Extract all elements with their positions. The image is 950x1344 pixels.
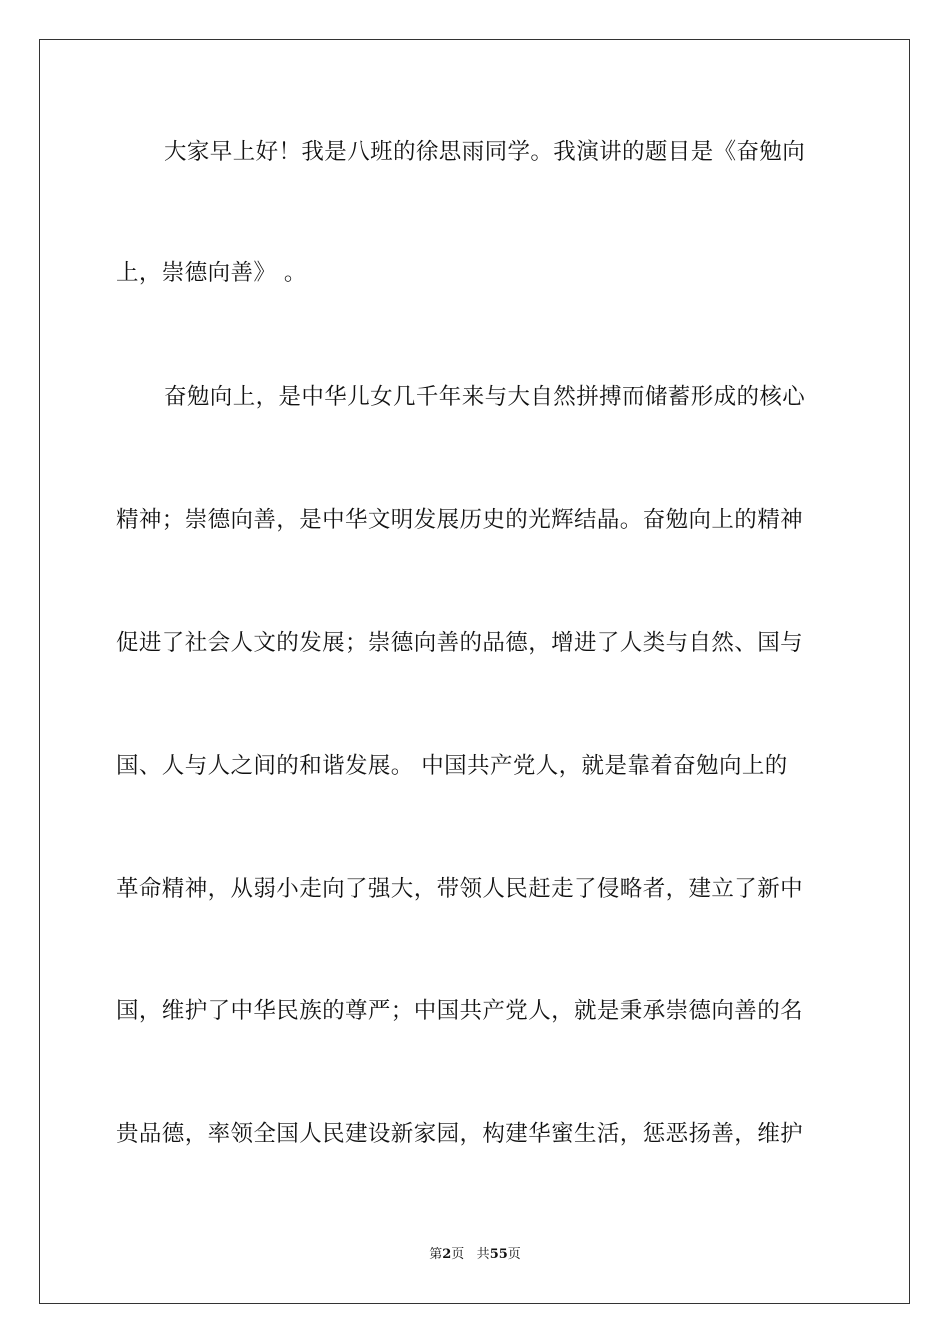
paragraph-2-line-4: 国、人与人之间的和谐发展。 中国共产党人，就是靠着奋勉向上的 (116, 753, 788, 779)
paragraph-1-line-1: 大家早上好！我是八班的徐思雨同学。我演讲的题目是《奋勉向 (164, 139, 806, 165)
footer-prefix: 第 (429, 1247, 443, 1262)
paragraph-2-line-7: 贵品德，率领全国人民建设新家园，构建华蜜生活，惩恶扬善，维护 (116, 1121, 804, 1147)
paragraph-2-line-6: 国，维护了中华民族的尊严；中国共产党人，就是秉承崇德向善的名 (116, 998, 804, 1024)
paragraph-2-line-3: 促进了社会人文的发展；崇德向善的品德，增进了人类与自然、国与 (116, 630, 804, 656)
paragraph-2-line-2: 精神；崇德向善，是中华文明发展历史的光辉结晶。奋勉向上的精神 (116, 507, 804, 533)
paragraph-2-line-1: 奋勉向上，是中华儿女几千年来与大自然拼搏而储蓄形成的核心 (164, 384, 806, 410)
paragraph-1-line-2: 上，崇德向善》 。 (116, 260, 307, 286)
footer-total-prefix: 共 (476, 1247, 490, 1262)
page-footer (0, 1246, 950, 1264)
paragraph-2-line-5: 革命精神，从弱小走向了强大，带领人民赶走了侵略者，建立了新中 (116, 876, 804, 902)
page-border (39, 39, 910, 1304)
footer-total-pages: 55 (489, 1247, 508, 1262)
footer-page-number: 2 (442, 1247, 452, 1262)
footer-total-suffix: 页 (507, 1247, 521, 1262)
footer-page-suffix: 页 (451, 1247, 465, 1262)
